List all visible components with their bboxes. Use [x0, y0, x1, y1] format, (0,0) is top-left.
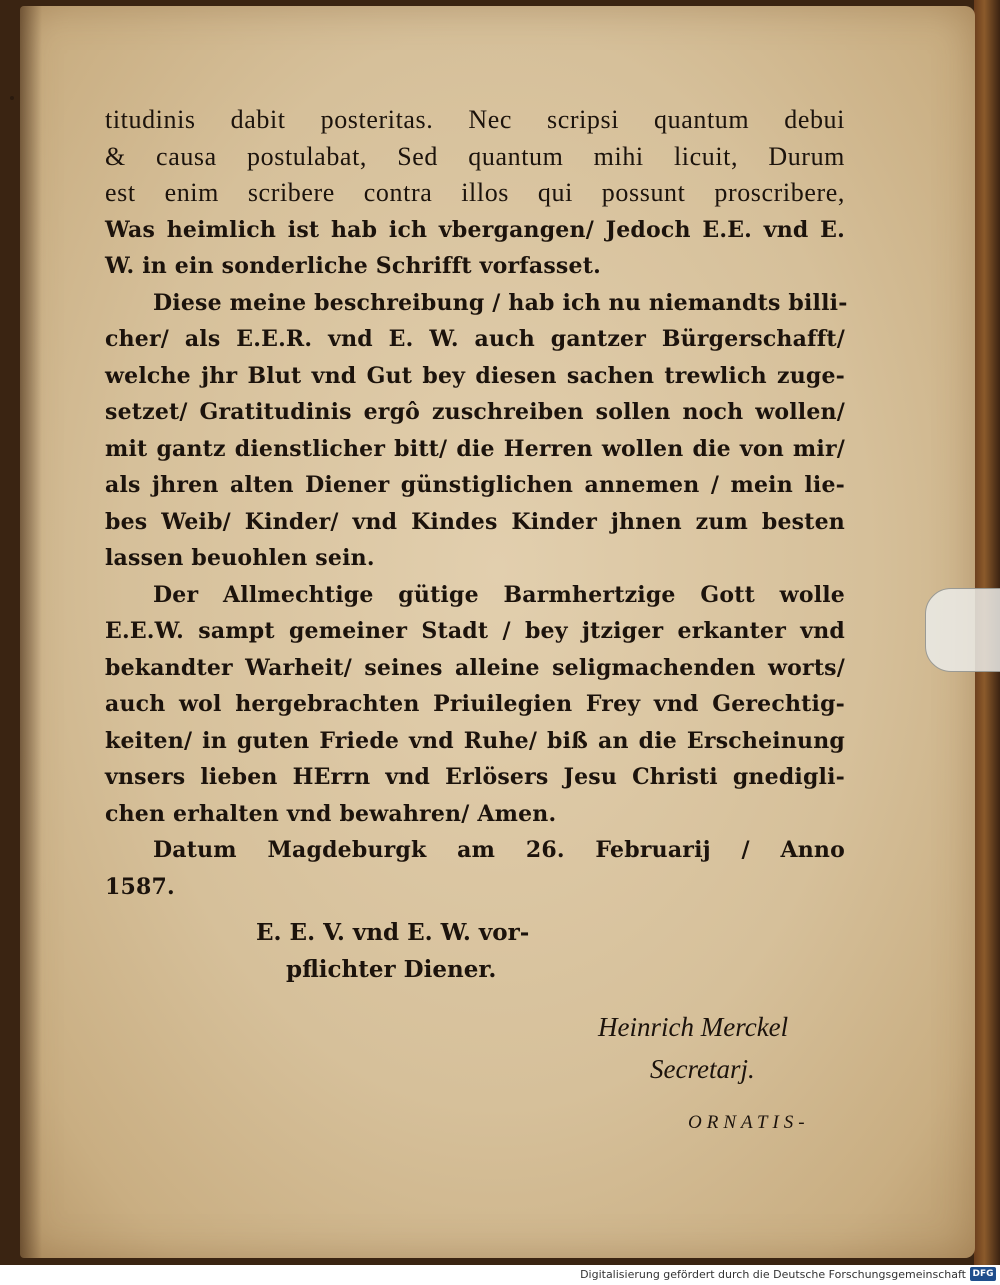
closing-line: pflichter Diener.: [286, 956, 497, 983]
text-line: setzet/ Gratitudinis ergô zuschreiben sollen noch wollen/: [105, 399, 845, 425]
signature-title: Secretarj.: [650, 1054, 755, 1084]
text-line: bekandter Warheit/ seines alleine seligmachenden worts/: [105, 654, 845, 681]
text-line: cher/ als E.E.R. vnd E. W. auch gantzer Bürgerschafft/: [105, 326, 845, 352]
text-line: vnsers lieben HErrn vnd Erlösers Jesu Christi gnedigli-: [105, 764, 845, 790]
text-line: Was heimlich ist hab ich vbergangen/ Jedoch E.E. vnd E.: [105, 216, 845, 243]
book-gutter-shadow: [20, 6, 42, 1258]
text-line: Der Allmechtige gütige Barmhertzige Gott wolle: [153, 581, 845, 608]
text-line: auch wol hergebrachten Priuilegien Frey vnd Gerechtig-: [105, 691, 845, 717]
text-line: Diese meine beschreibung / hab ich nu niemandts billi-: [153, 289, 848, 316]
text-line: & causa postulabat, Sed quantum mihi licuit, Durum: [105, 141, 845, 171]
text-line: W. in ein sonderliche Schrifft vorfasset.: [105, 253, 601, 279]
dfg-logo-icon: DFG: [970, 1267, 996, 1281]
text-line: keiten/ in guten Friede vnd Ruhe/ biß an die Erscheinung: [105, 727, 845, 754]
text-line: chen erhalten vnd bewahren/ Amen.: [105, 800, 557, 827]
text-line: als jhren alten Diener günstiglichen annemen / mein lie-: [105, 472, 845, 498]
catchword: ORNATIS-: [688, 1112, 810, 1133]
footer-credit: Digitalisierung gefördert durch die Deutsche Forschungsgemeinschaft: [580, 1268, 966, 1281]
ink-speck: [10, 96, 14, 100]
text-line: welche jhr Blut vnd Gut bey diesen sachen trewlich zuge-: [105, 362, 845, 389]
text-line: E.E.W. sampt gemeiner Stadt / bey jtziger erkanter vnd: [105, 618, 845, 644]
text-line: Datum Magdeburgk am 26. Februarij / Anno: [153, 837, 845, 863]
text-line: mit gantz dienstlicher bitt/ die Herren wollen die von mir/: [105, 435, 845, 462]
text-line: lassen beuohlen sein.: [105, 545, 375, 571]
body-text: [105, 102, 848, 905]
closing-line: E. E. V. vnd E. W. vor-: [256, 919, 530, 946]
text-line: 1587.: [105, 873, 175, 900]
signature-name: Heinrich Merckel: [598, 1012, 789, 1042]
text-line: bes Weib/ Kinder/ vnd Kindes Kinder jhnen zum besten: [105, 508, 845, 535]
page-clip-tab: [925, 588, 1000, 672]
text-line: titudinis dabit posteritas. Nec scripsi quantum debui: [105, 105, 845, 134]
text-line: est enim scribere contra illos qui possunt proscribere,: [105, 178, 845, 207]
